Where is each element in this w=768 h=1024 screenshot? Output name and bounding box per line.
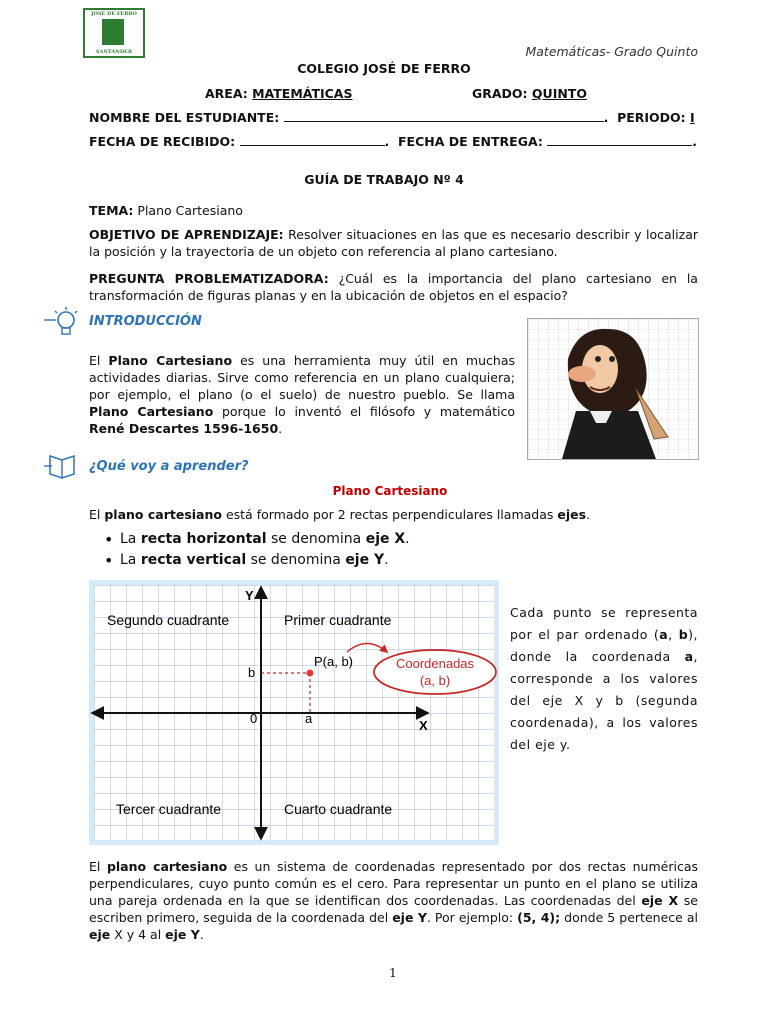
objetivo-text: Resolver situaciones en las que es necesario describir y localizar la posición y la trayectoria de un objeto con referencia al plano cartesiano.	[89, 227, 698, 259]
bottom-text-3: se escriben primero, seguida de la coordenada del	[89, 893, 698, 925]
quadrant-2-label: Segundo cuadrante	[107, 612, 230, 628]
bottom-bold-2: eje X	[641, 893, 679, 908]
side-bold-2: b	[678, 627, 689, 642]
bullet-bold: recta horizontal	[140, 531, 267, 547]
side-text-3: ), donde la coordenada	[510, 627, 699, 664]
bottom-text-1: El	[89, 859, 107, 874]
shield-icon	[102, 19, 124, 45]
bottom-text-5: donde 5 pertenece al	[560, 910, 698, 925]
intro-bold-2: Plano Cartesiano	[89, 404, 214, 419]
logo-top-text: JOSÉ DE FERRO	[91, 11, 137, 17]
bullet-text: se denomina	[266, 531, 366, 547]
bottom-text-2: es un sistema de coordenadas representado por dos rectas numéricas perpendiculares, cuyo punto común es el cero. Para representar un punto en el plano se utiliza una pareja ordenada en la que se identifican dos coordenadas. Las coordenadas del	[89, 859, 698, 908]
bottom-bold-1: plano cartesiano	[106, 859, 228, 874]
school-logo	[83, 8, 145, 58]
bullet-text: La	[120, 531, 141, 547]
bullet-bold: recta vertical	[140, 552, 247, 568]
received-date-field[interactable]	[240, 134, 385, 146]
bottom-paragraph	[89, 858, 698, 943]
side-bold-3: a	[684, 649, 694, 664]
x-axis-label: X	[419, 718, 428, 733]
bullet-text: La	[120, 552, 141, 568]
bottom-bold-3: eje Y	[392, 910, 427, 925]
bullet-text: .	[384, 552, 389, 568]
intro-text-4: .	[278, 421, 283, 436]
delivery-date-field[interactable]	[547, 134, 692, 146]
area-label: AREA:	[205, 86, 248, 101]
grade-label: GRADO:	[472, 86, 528, 101]
bullet-text: se denomina	[246, 552, 346, 568]
intro-bold-3: René Descartes 1596-1650	[89, 421, 279, 436]
quadrant-3-label: Tercer cuadrante	[116, 801, 222, 817]
descartes-illustration	[527, 318, 699, 460]
learn-text-a: El	[89, 507, 105, 522]
bottom-text-4: . Por ejemplo:	[426, 910, 518, 925]
area-value: MATEMÁTICAS	[252, 86, 353, 101]
bubble-label-2: (a, b)	[419, 673, 451, 688]
intro-bold-1: Plano Cartesiano	[108, 353, 233, 368]
quadrant-1-label: Primer cuadrante	[284, 612, 392, 628]
bullet-bold: eje Y	[345, 552, 385, 568]
bottom-bold-4: (5, 4);	[517, 910, 561, 925]
learn-bold-b: plano cartesiano	[104, 507, 222, 522]
tema-line	[89, 202, 243, 219]
subject-grade: Matemáticas- Grado Quinto	[525, 44, 698, 59]
b-label: b	[248, 665, 256, 680]
side-text-2: ,	[668, 627, 679, 642]
delivery-label: FECHA DE ENTREGA:	[398, 134, 543, 149]
a-label: a	[305, 711, 313, 726]
origin-label: 0	[250, 711, 258, 726]
bubble-label-1: Coordenadas	[395, 656, 475, 671]
pregunta-text: ¿Cuál es la importancia del plano cartesiano en la transformación de figuras planas y en la ubicación de objetos en el espacio?	[89, 271, 698, 303]
bottom-bold-5: eje	[89, 927, 111, 942]
student-name-field[interactable]	[284, 110, 604, 122]
bullet-text: .	[405, 531, 410, 547]
logo-bottom-text: SANTANDER	[95, 49, 133, 55]
learn-text-c: está formado por 2 rectas perpendiculares llamadas	[221, 507, 558, 522]
grade-line	[472, 86, 587, 101]
guide-title: GUÍA DE TRABAJO Nº 4	[304, 172, 464, 187]
student-line: NOMBRE DEL ESTUDIANTE: . PERIODO: I	[89, 110, 695, 125]
side-bold-1: a	[659, 627, 669, 642]
list-item	[98, 550, 410, 571]
period-label: PERIODO:	[617, 110, 686, 125]
side-text-4: , corresponde a los valores del eje X y b (segunda coordenada), a los valores del eje y.	[510, 649, 698, 752]
axes-list	[98, 529, 410, 571]
learn-bold-d: ejes	[557, 507, 587, 522]
grade-value: QUINTO	[531, 86, 587, 101]
cartesian-plane-svg	[89, 580, 499, 845]
learn-paragraph	[89, 506, 590, 523]
school-name: COLEGIO JOSÉ DE FERRO	[297, 61, 471, 76]
area-line	[205, 86, 353, 101]
lightbulb-icon	[44, 305, 80, 339]
bullet-bold: eje X	[365, 531, 406, 547]
objetivo-label: OBJETIVO DE APRENDIZAJE:	[89, 227, 284, 242]
list-item	[98, 529, 410, 550]
side-text-1: Cada punto se representa por el par ordenado (	[510, 605, 698, 642]
objetivo-paragraph	[89, 226, 698, 260]
bottom-text-7: .	[199, 927, 204, 942]
bottom-text-6: X y 4 al	[110, 927, 166, 942]
section-title: Plano Cartesiano	[332, 484, 448, 498]
pregunta-label: PREGUNTA PROBLEMATIZADORA:	[89, 271, 329, 286]
side-explanation	[510, 602, 698, 756]
bottom-bold-6: eje Y	[165, 927, 200, 942]
learn-heading: ¿Qué voy a aprender?	[89, 459, 249, 474]
point-p	[307, 670, 314, 677]
quadrant-4-label: Cuarto cuadrante	[284, 801, 393, 817]
descartes-caricature-icon	[528, 319, 698, 459]
period-value: I	[690, 110, 695, 125]
learn-text-e: .	[586, 507, 591, 522]
cartesian-plane-diagram	[89, 580, 499, 845]
page-number: 1	[389, 966, 397, 980]
intro-text-1: El	[89, 353, 109, 368]
point-p-label: P(a, b)	[314, 654, 354, 669]
intro-text-2: es una herramienta muy útil en muchas actividades diarias. Sirve como referencia en un plano cualquiera; por ejemplo, el plano (o el suelo) de nuestro pueblo. Se llama	[89, 353, 515, 402]
intro-text-3: porque lo inventó el filósofo y matemático	[213, 404, 515, 419]
tema-value: Plano Cartesiano	[137, 203, 243, 218]
received-label: FECHA DE RECIBIDO:	[89, 134, 236, 149]
dates-line: FECHA DE RECIBIDO: . FECHA DE ENTREGA: .	[89, 134, 697, 149]
book-icon	[44, 452, 80, 480]
tema-label: TEMA:	[89, 203, 134, 218]
pregunta-paragraph	[89, 270, 698, 304]
student-label: NOMBRE DEL ESTUDIANTE:	[89, 110, 280, 125]
y-axis-label: Y	[245, 588, 254, 603]
intro-heading: INTRODUCCIÓN	[89, 314, 202, 329]
intro-paragraph	[89, 352, 515, 437]
